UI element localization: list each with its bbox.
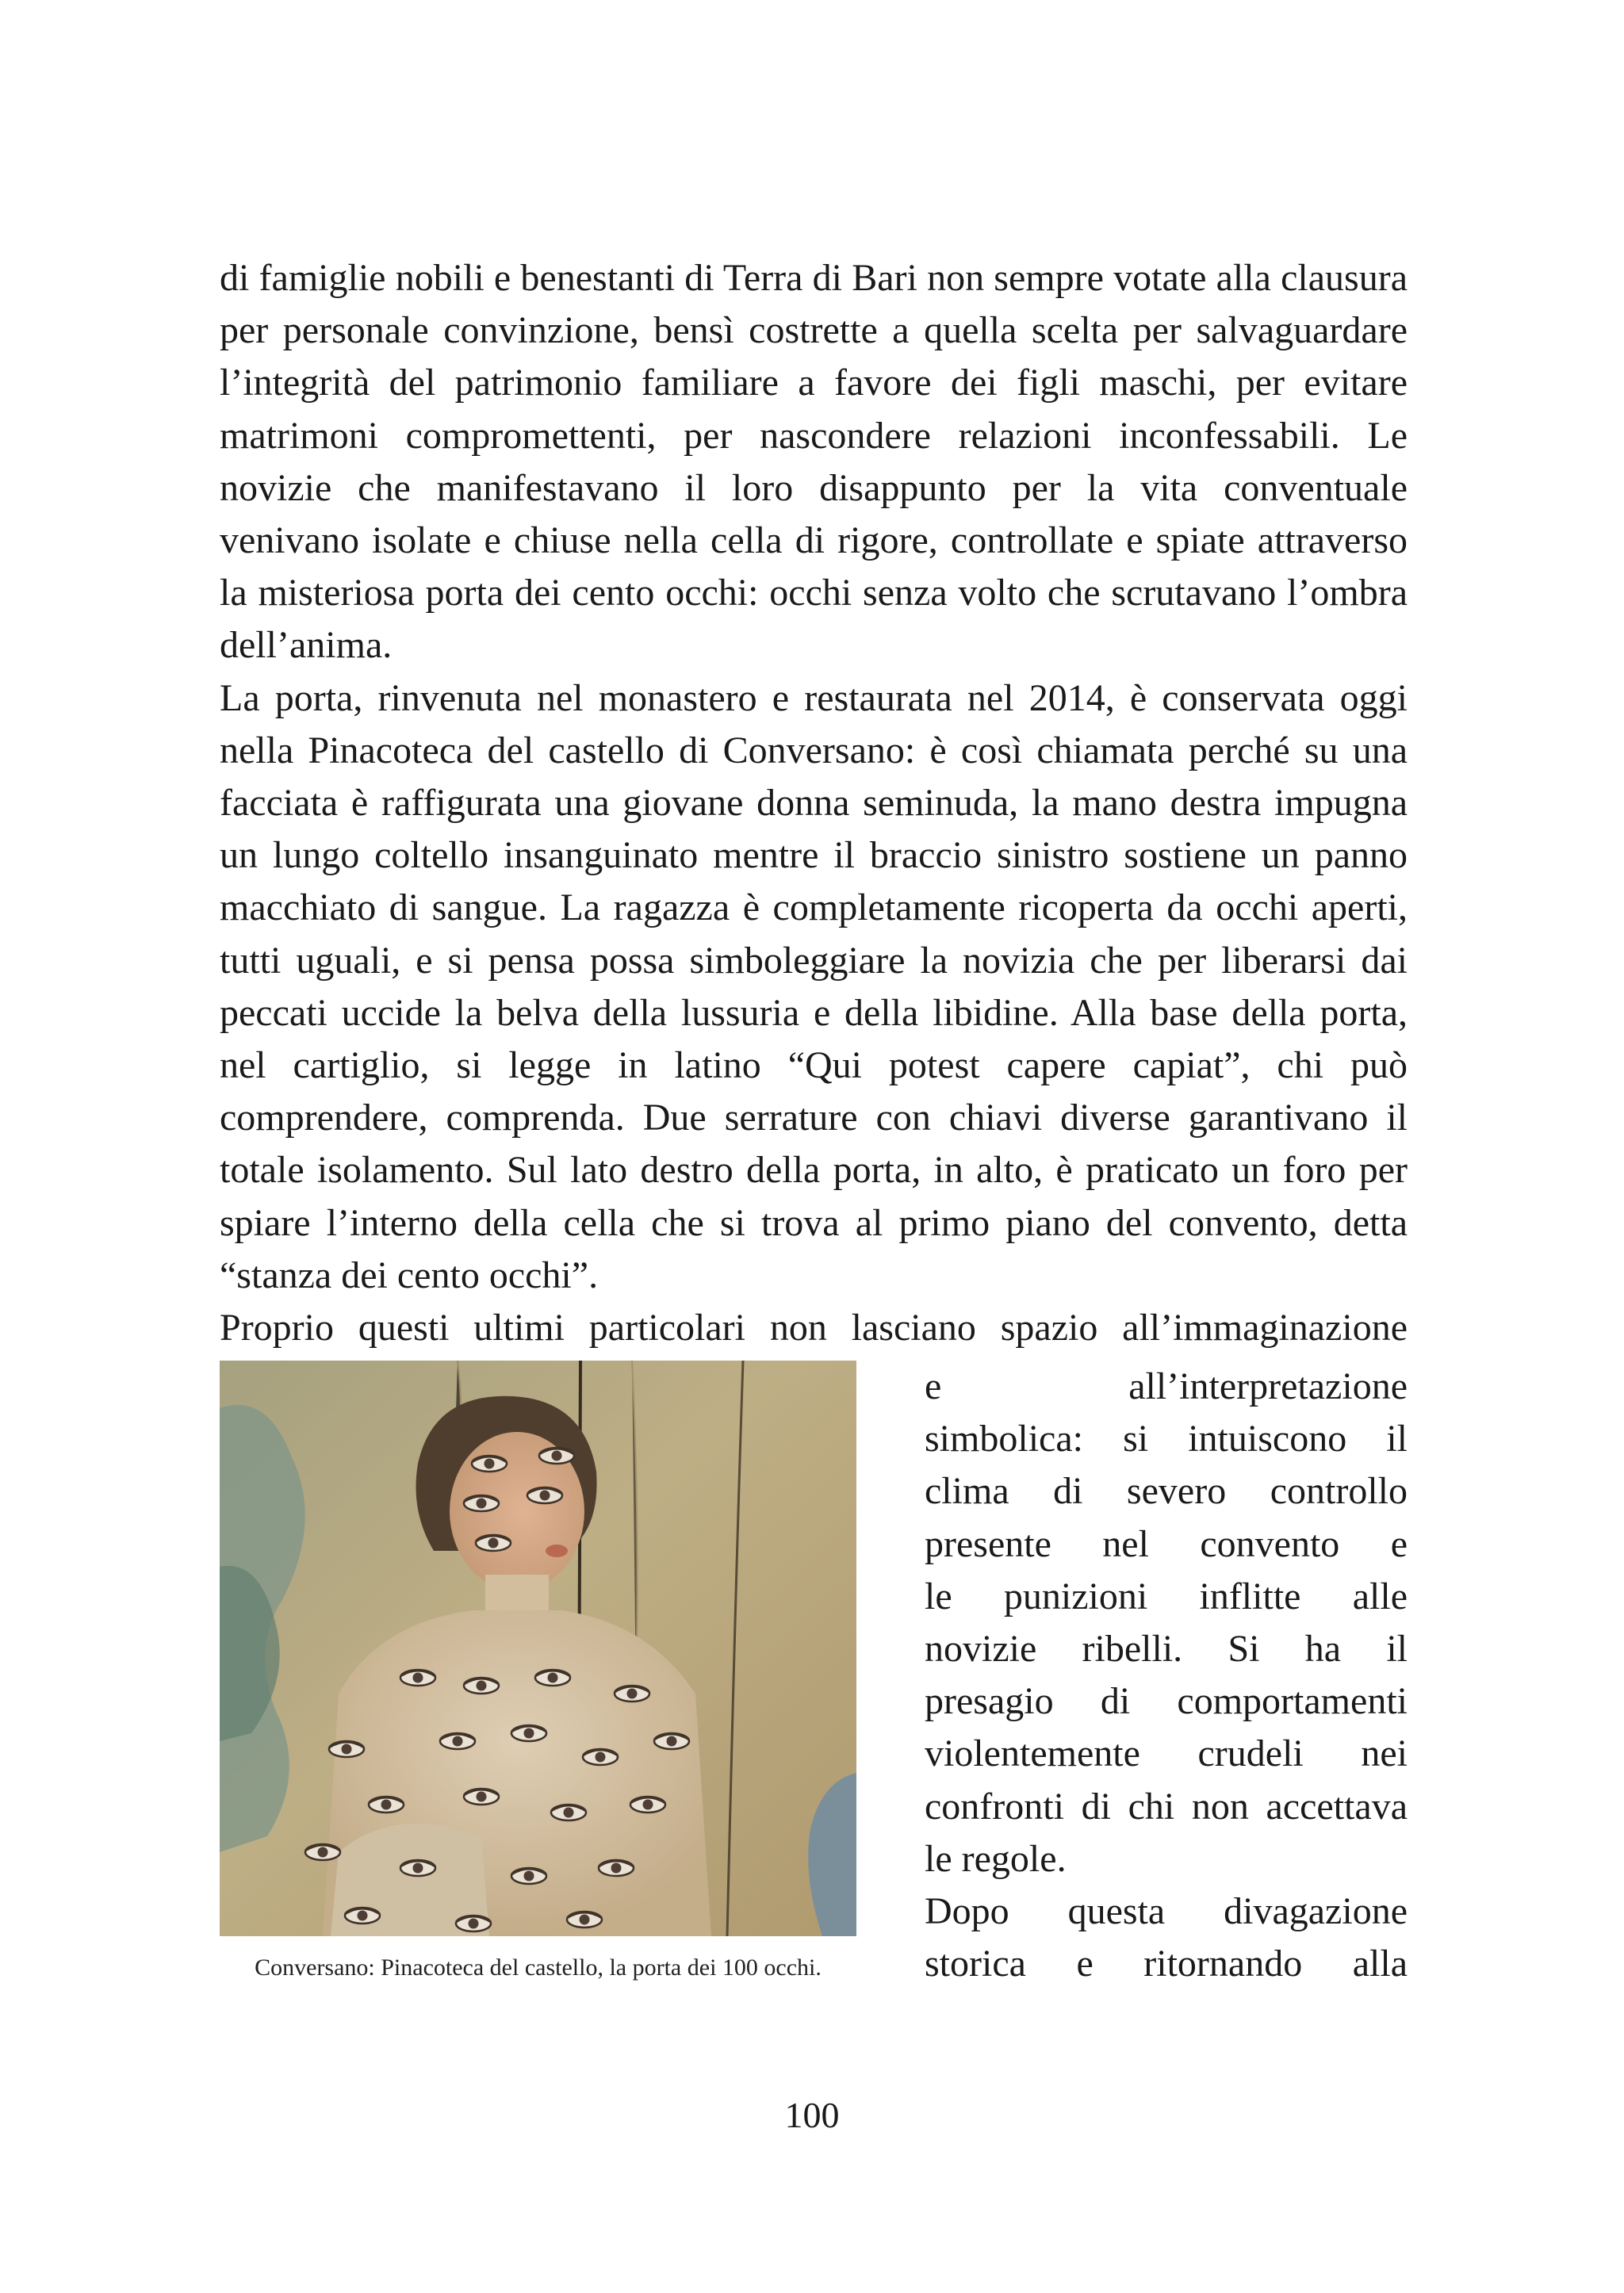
page-number: 100 bbox=[784, 2095, 840, 2135]
paragraph-2: La porta, rinvenuta nel monastero e restaurata nel 2014, è conservata oggi nella Pinacoteca del castello di Conversano: è così chiamata perché su una facciata è raffigurata una giovane donna seminuda, la mano destra impugna un lungo coltello insanguinato mentre il braccio sinistro sostiene un panno macchiato di sangue. La ragazza è completamente ricoperta da occhi aperti, tutti uguali, e si pensa possa simboleggiare la novizia che per liberarsi dai peccati uccide la belva della lussuria e della libidine. Alla base della porta, nel cartiglio, si legge in latino “Qui potest capere capiat”, chi può comprendere, comprenda. Due serrature con chiavi diverse garantivano il totale isolamento. Sul lato destro della porta, in alto, è praticato un foro per spiare l’interno della cella che si trova al primo piano del convento, detta “stanza dei cento occhi”. bbox=[220, 676, 1408, 1296]
main-text bbox=[220, 252, 1408, 1354]
paragraph-4-line: Dopo questa divagazione bbox=[925, 1890, 1408, 1933]
side-line: clima di severo controllo bbox=[925, 1470, 1408, 1513]
side-line: le regole. bbox=[925, 1837, 1067, 1880]
figure-and-wrapped-text bbox=[220, 1361, 1408, 2019]
side-line: le punizioni inflitte alle bbox=[925, 1575, 1408, 1617]
side-line: confronti di chi non accettava bbox=[925, 1785, 1408, 1828]
paragraph-3-start: Proprio questi ultimi particolari non lasciano spazio all’immaginazione bbox=[220, 1307, 1408, 1349]
wrapped-text-column bbox=[925, 1361, 1408, 1990]
side-line: presagio di comportamenti bbox=[925, 1680, 1408, 1723]
paragraph-1: di famiglie nobili e benestanti di Terra di Bari non sempre votate alla clausura per personale convinzione, bensì costrette a quella scelta per salvaguardare l’integrità del patrimonio familiare a favore dei figli maschi, per evitare matrimoni compromettenti, per nascondere relazioni inconfessabili. Le novizie che manifestavano il loro disappunto per la vita conventuale venivano isolate e chiuse nella cella di rigore, controllate e spiate attraverso la misteriosa porta dei cento occhi: occhi senza volto che scrutavano l’ombra dell’anima. bbox=[220, 257, 1408, 667]
side-line: e all’interpretazione bbox=[925, 1365, 1408, 1407]
paragraph-4-line: storica e ritornando alla bbox=[925, 1943, 1408, 1985]
side-line: presente nel convento e bbox=[925, 1522, 1408, 1565]
side-line: simbolica: si intuiscono il bbox=[925, 1418, 1408, 1460]
figure-caption: Conversano: Pinacoteca del castello, la porta dei 100 occhi. bbox=[255, 1954, 822, 1981]
side-line: violentemente crudeli nei bbox=[925, 1732, 1408, 1775]
side-line: novizie ribelli. Si ha il bbox=[925, 1628, 1408, 1671]
painting-photo bbox=[220, 1361, 856, 1936]
